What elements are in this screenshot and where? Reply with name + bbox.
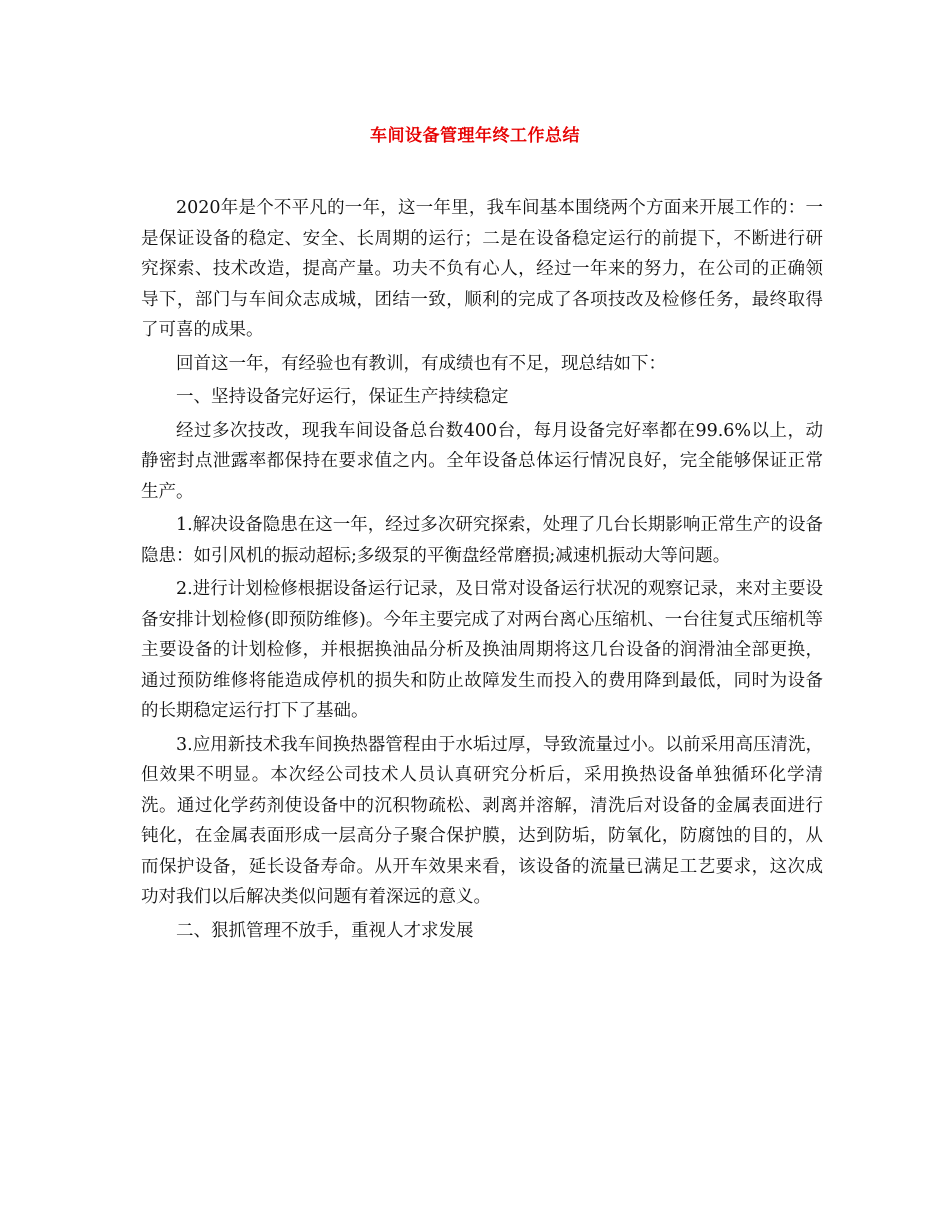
paragraph-review: 回首这一年，有经验也有教训，有成绩也有不足，现总结如下： bbox=[176, 353, 666, 374]
paragraph-item-3: 3.应用新技术我车间换热器管程由于水垢过厚，导致流量过小。以前采用高压清洗，但效果不明显。本次经公司技术人员认真研究分析后，采用换热设备单独循环化学清洗。通过化学药剂使设备中的沉积物疏松、剥离并溶解，清洗后对设备的金属表面进行钝化，在金属表面形成一层高分子聚合保护膜，达到防垢，防氧化，防腐蚀的目的，从而保护设备，延长设备寿命。从开车效果来看，该设备的流量已满足工艺要求，这次成功对我们以后解决类似问题有着深远的意义。 bbox=[141, 734, 823, 907]
paragraph-item-2: 2.进行计划检修根据设备运行记录，及日常对设备运行状况的观察记录，来对主要设备安排计划检修(即预防维修)。今年主要完成了对两台离心压缩机、一台往复式压缩机等主要设备的计划检修，并根据换油品分析及换油周期将这几台设备的润滑油全部更换，通过预防维修将能造成停机的损失和防止故障发生而投入的费用降到最低，同时为设备的长期稳定运行打下了基础。 bbox=[141, 579, 823, 721]
paragraph-item-1: 1.解决设备隐患在这一年，经过多次研究探索，处理了几台长期影响正常生产的设备隐患：如引风机的振动超标;多级泵的平衡盘经常磨损;减速机振动大等问题。 bbox=[141, 515, 823, 566]
paragraph-intro: 2020年是个不平凡的一年，这一年里，我车间基本围绕两个方面来开展工作的：一是保证设备的稳定、安全、长周期的运行；二是在设备稳定运行的前提下，不断进行研究探索、技术改造，提高产量。功夫不负有心人，经过一年来的努力，在公司的正确领导下，部门与车间众志成城，团结一致，顺利的完成了各项技改及检修任务，最终取得了可喜的成果。 bbox=[141, 198, 823, 340]
section-heading-2: 二、狠抓管理不放手，重视人才求发展 bbox=[176, 920, 474, 941]
paragraph-equipment-status: 经过多次技改，现我车间设备总台数400台，每月设备完好率都在99.6%以上，动静密封点泄露率都保持在要求值之内。全年设备总体运行情况良好，完全能够保证正常生产。 bbox=[141, 420, 823, 502]
document-title: 车间设备管理年终工作总结 bbox=[370, 126, 580, 146]
section-heading-1: 一、坚持设备完好运行，保证生产持续稳定 bbox=[176, 387, 509, 407]
document-body bbox=[141, 193, 823, 949]
